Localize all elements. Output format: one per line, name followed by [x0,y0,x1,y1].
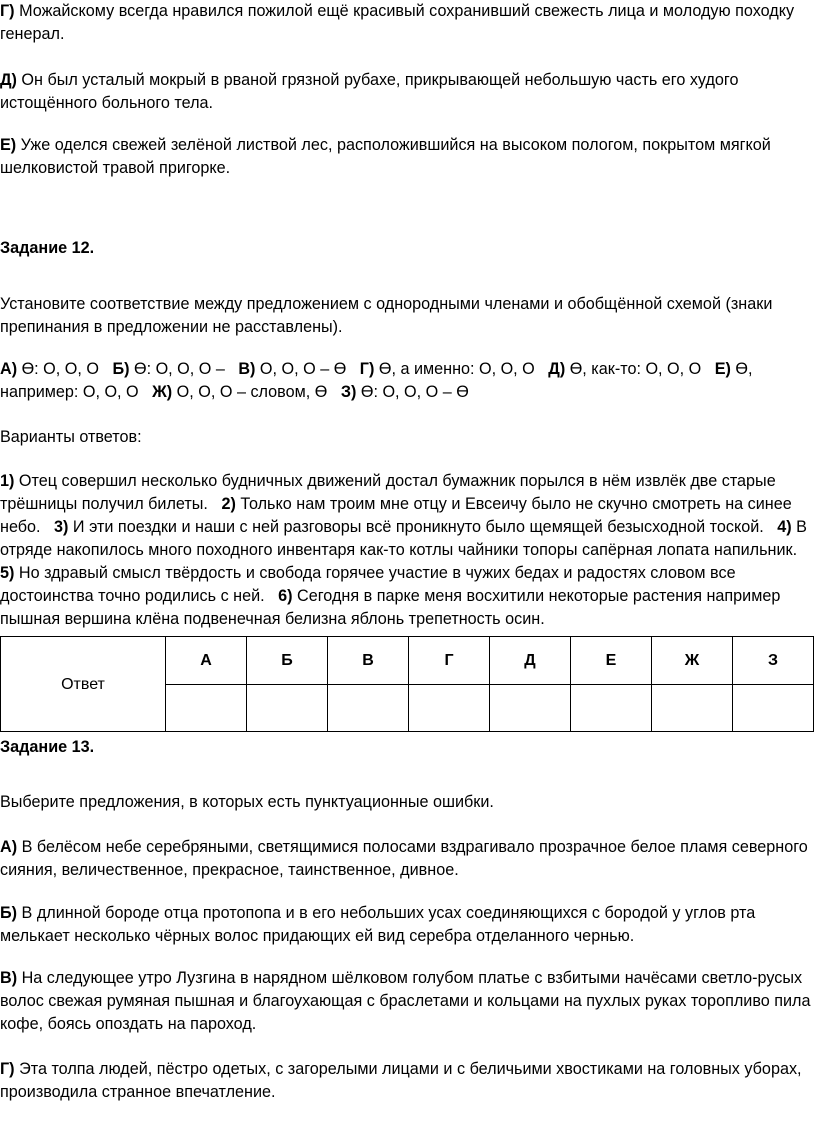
item-text: Он был усталый мокрый в рваной грязной рубахе, прикрывающей небольшую часть его худого истощённого больного тела. [0,71,739,112]
answer-table [0,636,814,732]
column-header: Г [409,637,490,685]
answer-cell[interactable] [490,685,571,732]
item-label: Д) [0,71,17,89]
column-header: Ж [652,637,733,685]
task-12-title: Задание 12. [0,239,95,257]
answer-cell[interactable] [571,685,652,732]
sentence-b: Б) В длинной бороде отца протопопа и в его небольших усах соединяющихся с бородой у углов рта мелькает несколько чёрных волос придающих ей вид серебра отделанного чернью. [0,904,756,945]
answer-label: Ответ [1,637,166,732]
answer-cell[interactable] [652,685,733,732]
variants-title: Варианты ответов: [0,428,142,446]
variants-list: 1) Отец совершил несколько будничных движений достал бумажник порылся в нём извлёк две старые трёшницы получил билеты. 2) Только нам троим мне отцу и Евсеичу было не скучно смотреть на синее небо. 3) И эти поездки и наши с ней разговоры всё проникнуто было щемящей безысходной тоской. 4) В отряде накопилось много походного инвентаря как-то котлы чайники топоры сапёрная лопата напильник. 5) Но здравый смысл твёрдость и свобода горячее участие в чужих бедах и радостях словом все достоинства точно родились с ней. 6) Сегодня в парке меня восхитили некоторые растения например пышная вершина клёна подвенечная белизна яблонь трепетность осин. [0,472,807,628]
scheme-list: А) ϴ: О, О, О Б) ϴ: О, О, О – В) О, О, О – ϴ Г) ϴ, а именно: О, О, О Д) ϴ, как-то: О, О, О Е) ϴ, например: О, О, О Ж) О, О, О – словом, ϴ З) ϴ: О, О, О – ϴ [0,360,753,401]
sentence-v: В) На следующее утро Лузгина в нарядном шёлковом голубом платье с взбитыми начёсами светло-русых волос свежая румяная пышная и благоухающая с браслетами и кольцами на пухлых руках торопливо пила кофе, боясь опоздать на пароход. [0,969,811,1033]
column-header: З [733,637,814,685]
item-label: Г) [0,2,15,20]
answer-cell[interactable] [409,685,490,732]
column-header: Б [247,637,328,685]
column-header: А [166,637,247,685]
answer-cell[interactable] [166,685,247,732]
sentence-g [0,0,812,46]
sentence-e [0,134,812,180]
column-header: В [328,637,409,685]
item-text: Можайскому всегда нравился пожилой ещё красивый сохранивший свежесть лица и молодую походку генерал. [0,2,795,43]
answer-cell[interactable] [247,685,328,732]
sentence-a: А) В белёсом небе серебряными, светящимися полосами вздрагивало прозрачное белое пламя северного сияния, величественное, прекрасное, таинственное, дивное. [0,838,808,879]
task-13-instruction: Выберите предложения, в которых есть пунктуационные ошибки. [0,793,494,811]
task-13-title: Задание 13. [0,738,95,756]
task-12-instruction: Установите соответствие между предложением с однородными членами и обобщённой схемой (знаки препинания в предложении не расставлены). [0,295,773,336]
answer-cell[interactable] [328,685,409,732]
item-label: Е) [0,136,17,154]
item-text: Уже оделся свежей зелёной листвой лес, расположившийся на высоком пологом, покрытом мягкой шелковистой травой пригорке. [0,136,771,177]
column-header: Д [490,637,571,685]
sentence-g2: Г) Эта толпа людей, пёстро одетых, с загорелыми лицами и с беличьими хвостиками на головных уборах, производила странное впечатление. [0,1060,802,1101]
answer-cell[interactable] [733,685,814,732]
column-header: Е [571,637,652,685]
sentence-d [0,69,812,115]
